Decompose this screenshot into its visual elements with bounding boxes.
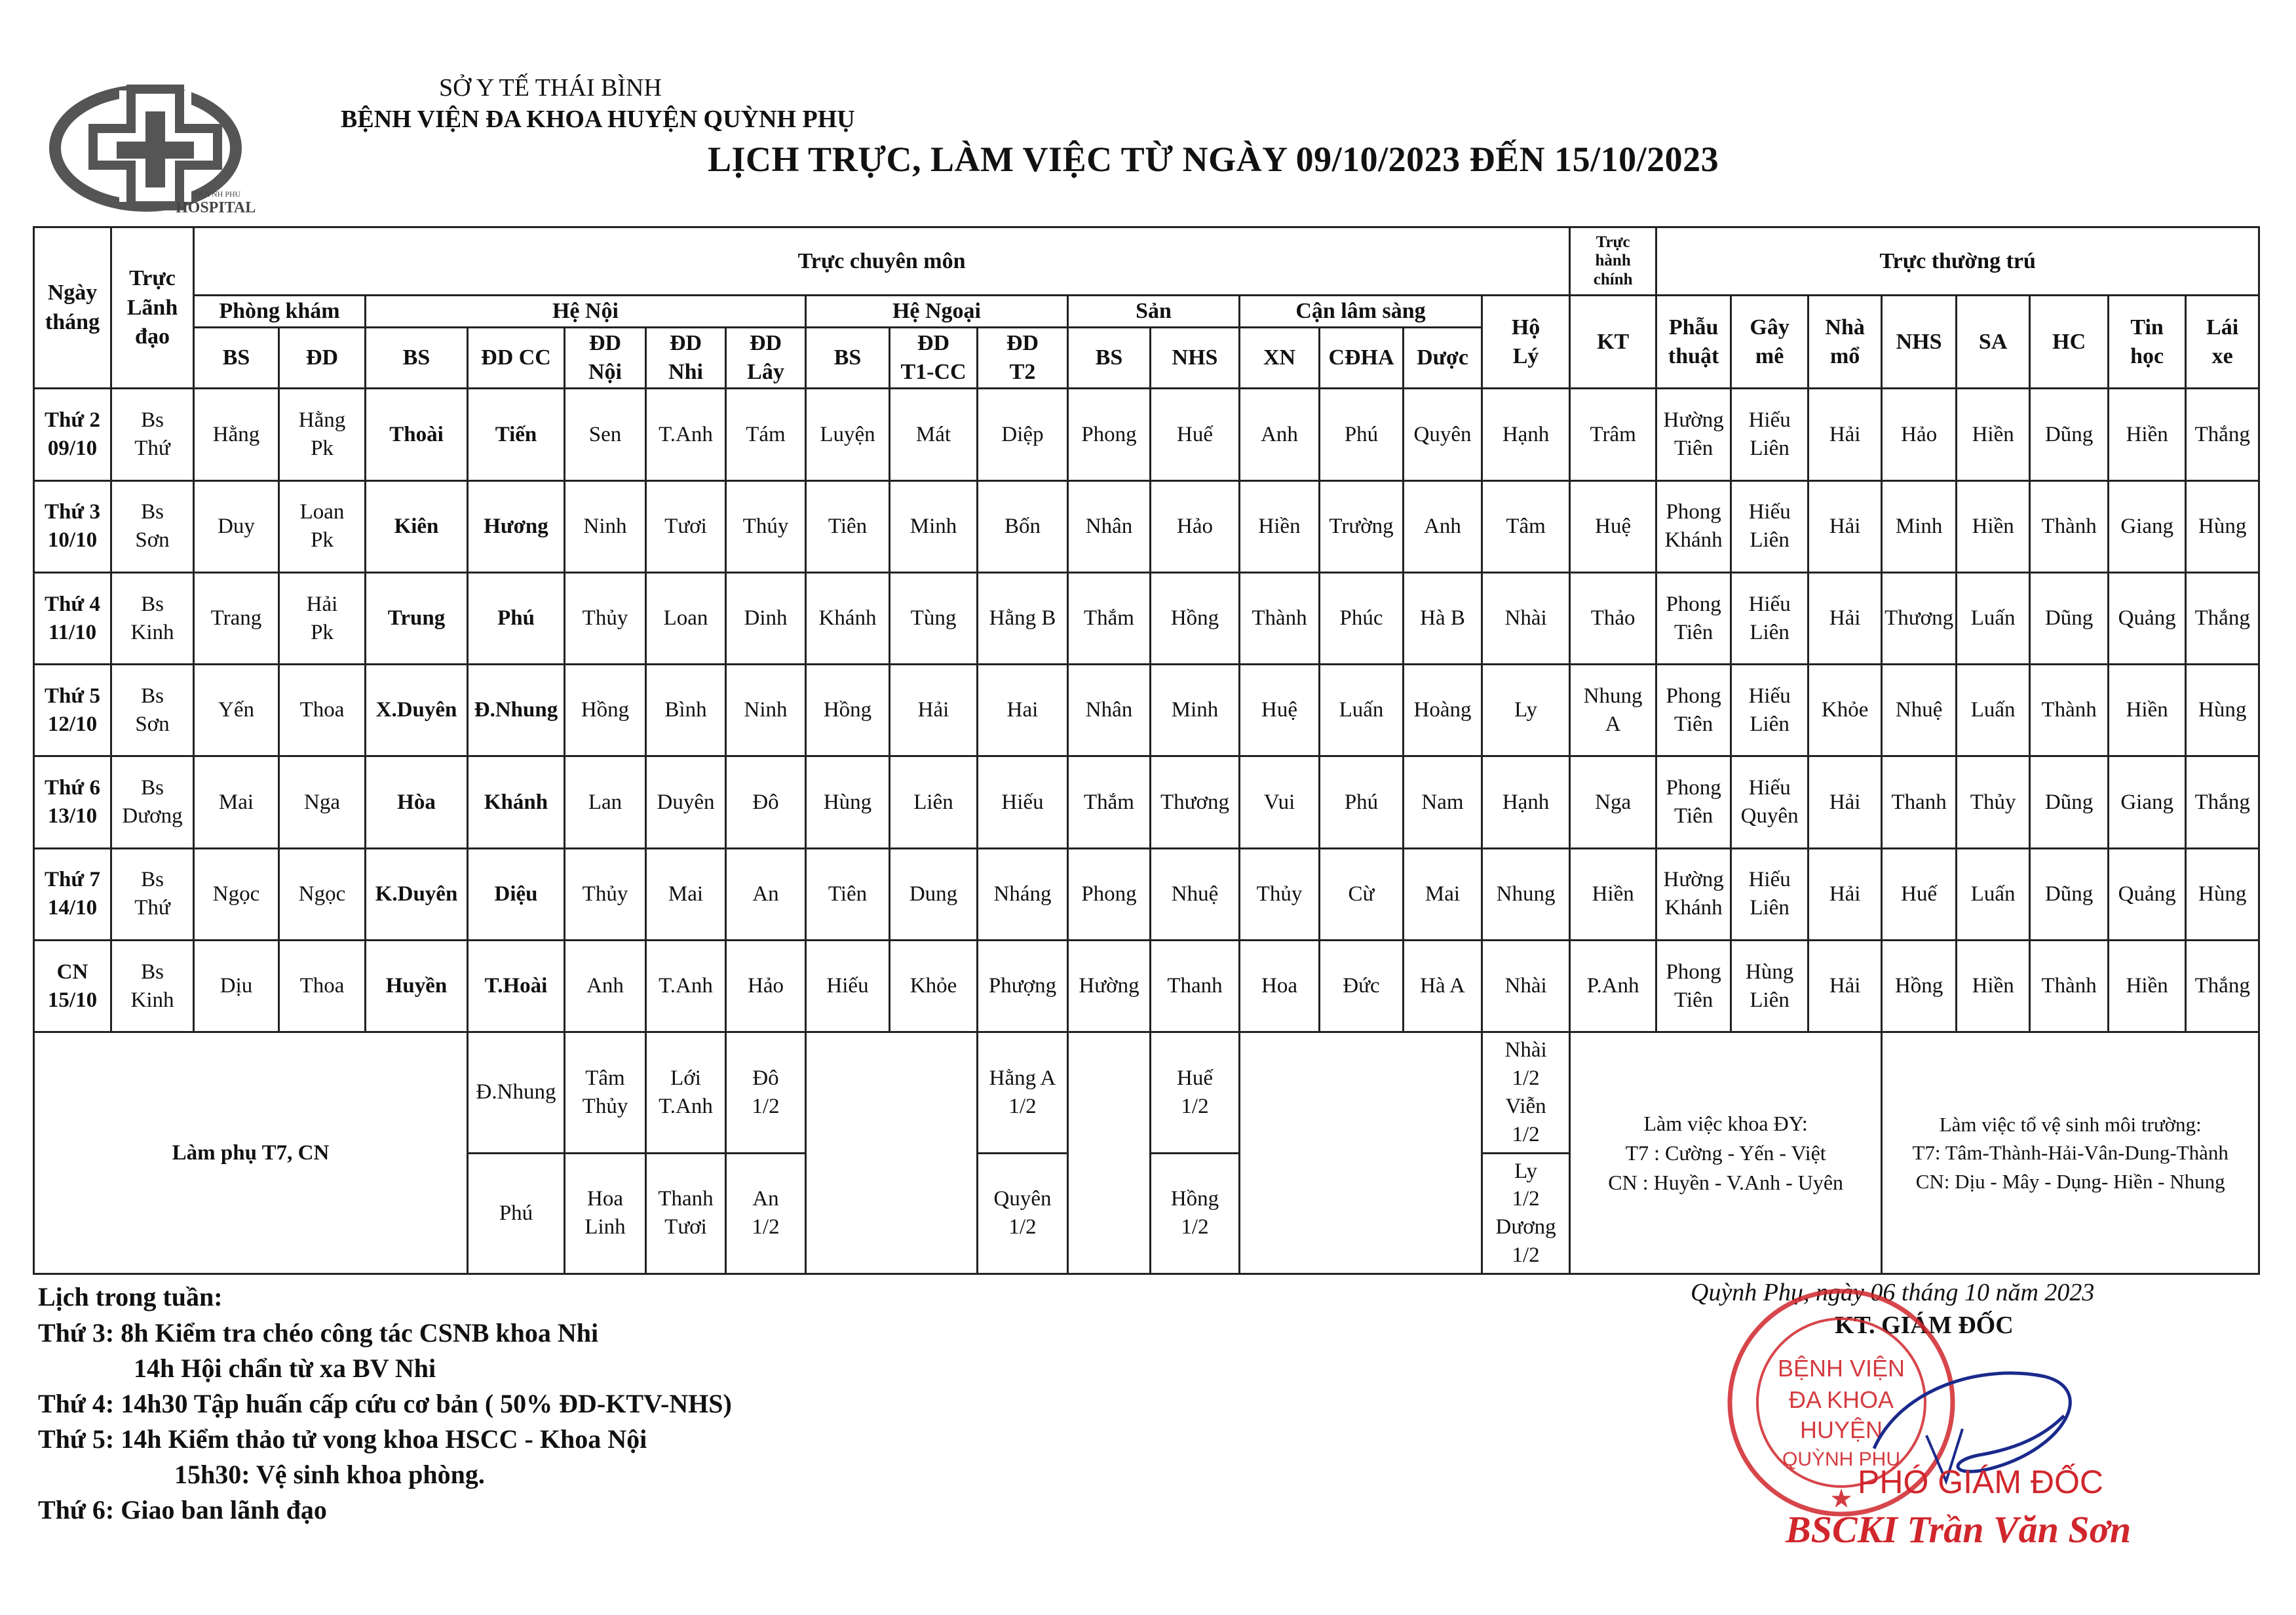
duty-cell: Hải — [1808, 941, 1882, 1032]
group-clinic: Phòng khám — [194, 296, 366, 327]
note-line: Thứ 5: 14h Kiểm thảo tử vong khoa HSCC - Khoa Nội — [38, 1424, 647, 1454]
column-header: ĐD T1-CC — [890, 327, 978, 389]
duty-cell: Hải — [1808, 572, 1882, 664]
duty-cell: Đức — [1320, 941, 1404, 1032]
duty-cell: Hoa — [1240, 941, 1320, 1032]
duty-cell: T.Anh — [646, 941, 726, 1032]
duty-cell: Dũng — [2030, 756, 2109, 848]
duty-cell: Lan — [565, 756, 646, 848]
duty-cell: Ngọc — [194, 848, 279, 940]
duty-cell: Ly — [1482, 665, 1570, 756]
weekend-cell: Hồng 1/2 — [1151, 1153, 1240, 1274]
day-cell: Thứ 2 09/10 — [34, 389, 111, 480]
duty-cell: Luyện — [806, 389, 890, 480]
duty-cell: Dũng — [2030, 848, 2109, 940]
table-row — [34, 480, 2259, 572]
duty-cell: Tiên — [806, 480, 890, 572]
column-header: BS — [806, 327, 890, 389]
column-header: SA — [1957, 296, 2030, 389]
environment-team-box: Làm việc tổ vệ sinh môi trường: T7: Tâm-Thành-Hải-Vân-Dung-Thành CN: Dịu - Mây - Dụng- Hiền - Nhung — [1882, 1032, 2259, 1274]
duty-cell: Thanh — [1151, 941, 1240, 1032]
day-cell: Thứ 6 13/10 — [34, 756, 111, 848]
duty-cell: Hường Tiên — [1656, 389, 1731, 480]
duty-cell: Thoa — [279, 665, 366, 756]
duty-cell: Hằng — [194, 389, 279, 480]
duty-cell: Thủy — [1957, 756, 2030, 848]
duty-cell: Thủy — [565, 848, 646, 940]
duty-cell: Luấn — [1957, 848, 2030, 940]
duty-cell: Minh — [1882, 480, 1957, 572]
column-header: Gây mê — [1731, 296, 1808, 389]
leader-cell: Bs Kinh — [111, 572, 194, 664]
svg-text:BỆNH VIỆN: BỆNH VIỆN — [1777, 1355, 1905, 1382]
group-obstetrics: Sản — [1068, 296, 1240, 327]
duty-cell: Hải — [890, 665, 978, 756]
duty-cell: Vui — [1240, 756, 1320, 848]
column-header: Dược — [1404, 327, 1482, 389]
duty-cell: Mai — [194, 756, 279, 848]
hospital-logo — [47, 77, 270, 222]
duty-cell: Tiên — [806, 848, 890, 940]
header-admin-duty: Trực hành chính — [1570, 227, 1656, 296]
column-header: BS — [194, 327, 279, 389]
notes-heading: Lịch trong tuần: — [38, 1282, 223, 1312]
duty-cell: Huệ — [1570, 480, 1656, 572]
duty-cell: Hiền — [1957, 389, 2030, 480]
duty-cell: Tươi — [646, 480, 726, 572]
vice-director-title: PHÓ GIÁM ĐỐC — [1858, 1464, 2104, 1500]
column-header: BS — [1068, 327, 1151, 389]
duty-cell: Hằng Pk — [279, 389, 366, 480]
leader-cell: Bs Sơn — [111, 665, 194, 756]
duty-cell: Loan — [646, 572, 726, 664]
duty-cell: Đ.Nhung — [468, 665, 565, 756]
weekend-cell: Quyên 1/2 — [978, 1153, 1068, 1274]
duty-cell: Hùng Liên — [1731, 941, 1808, 1032]
duty-cell: Luấn — [1957, 665, 2030, 756]
weekend-cell: Thanh Tươi — [646, 1153, 726, 1274]
duty-cell: Huệ — [1240, 665, 1320, 756]
duty-cell: Thành — [2030, 665, 2109, 756]
duty-cell: Dinh — [726, 572, 806, 664]
header-resident-duty: Trực thường trú — [1656, 227, 2259, 296]
duty-cell: Tám — [726, 389, 806, 480]
duty-cell: Hằng B — [978, 572, 1068, 664]
day-cell: Thứ 4 11/10 — [34, 572, 111, 664]
duty-cell: Hà B — [1404, 572, 1482, 664]
column-header: ĐD Nội — [565, 327, 646, 389]
duty-cell: Nhung — [1482, 848, 1570, 940]
duty-cell: Trâm — [1570, 389, 1656, 480]
duty-cell: Diệu — [468, 848, 565, 940]
duty-cell: Bình — [646, 665, 726, 756]
duty-cell: Thanh — [1882, 756, 1957, 848]
duty-cell: Thắng — [2186, 389, 2259, 480]
note-line: Thứ 6: Giao ban lãnh đạo — [38, 1495, 327, 1525]
page-title: LỊCH TRỰC, LÀM VIỆC TỪ NGÀY 09/10/2023 ĐẾN 15/10/2023 — [708, 140, 1719, 179]
duty-cell: Ninh — [726, 665, 806, 756]
duty-cell: Thoài — [366, 389, 468, 480]
weekend-cell: Huế 1/2 — [1151, 1032, 1240, 1153]
duty-cell: Quyên — [1404, 389, 1482, 480]
duty-cell: Kiên — [366, 480, 468, 572]
duty-cell: Hiếu Liên — [1731, 572, 1808, 664]
duty-cell: Thoa — [279, 941, 366, 1032]
duty-cell: Mai — [646, 848, 726, 940]
duty-cell: Trang — [194, 572, 279, 664]
duty-cell: Dũng — [2030, 389, 2109, 480]
signer-name: BSCKI Trần Văn Sơn — [1786, 1508, 2132, 1551]
duty-cell: Anh — [1240, 389, 1320, 480]
duty-cell: Hiền — [1957, 480, 2030, 572]
duty-cell: Nga — [1570, 756, 1656, 848]
note-line: Thứ 4: 14h30 Tập huấn cấp cứu cơ bản ( 50% ĐD-KTV-NHS) — [38, 1389, 732, 1418]
column-header: ĐD CC — [468, 327, 565, 389]
duty-cell: Nhài — [1482, 941, 1570, 1032]
duty-cell: Hùng — [2186, 848, 2259, 940]
duty-cell: Hải — [1808, 389, 1882, 480]
duty-cell: Liên — [890, 756, 978, 848]
column-header: ĐD Nhi — [646, 327, 726, 389]
duty-cell: P.Anh — [1570, 941, 1656, 1032]
duty-cell: Nhung A — [1570, 665, 1656, 756]
duty-cell: Thành — [2030, 941, 2109, 1032]
duty-cell: Thảo — [1570, 572, 1656, 664]
duty-cell: Đô — [726, 756, 806, 848]
duty-cell: Hồng — [1882, 941, 1957, 1032]
dy-work-box: Làm việc khoa ĐY: T7 : Cường - Yến - Việt CN : Huyền - V.Anh - Uyên — [1570, 1032, 1882, 1274]
duty-cell: Huế — [1882, 848, 1957, 940]
column-header: NHS — [1151, 327, 1240, 389]
column-header: Hộ Lý — [1482, 296, 1570, 389]
duty-cell: Tùng — [890, 572, 978, 664]
weekend-label: Làm phụ T7, CN — [34, 1032, 468, 1274]
duty-cell: Hạnh — [1482, 389, 1570, 480]
place-date: Quỳnh Phụ, ngày 06 tháng 10 năm 2023 — [1691, 1279, 2095, 1306]
duty-cell: Phong Tiên — [1656, 756, 1731, 848]
duty-cell: Phú — [468, 572, 565, 664]
duty-cell: Nhuệ — [1151, 848, 1240, 940]
group-surgery: Hệ Ngoại — [806, 296, 1068, 327]
weekend-cell: Phú — [468, 1153, 565, 1274]
duty-cell: Phú — [1320, 389, 1404, 480]
svg-text:HOSPITAL: HOSPITAL — [176, 199, 256, 216]
duty-cell: Hiếu Liên — [1731, 480, 1808, 572]
duty-cell: Phượng — [978, 941, 1068, 1032]
duty-cell: Luấn — [1957, 572, 2030, 664]
svg-text:QUYNH PHU: QUYNH PHU — [195, 189, 241, 199]
duty-cell: Giang — [2109, 480, 2186, 572]
duty-cell: Thắm — [1068, 756, 1151, 848]
duty-cell: Hải — [1808, 756, 1882, 848]
duty-cell: Hiền — [1570, 848, 1656, 940]
duty-cell: Huế — [1151, 389, 1240, 480]
svg-text:ĐA KHOA: ĐA KHOA — [1788, 1386, 1894, 1413]
duty-cell: Nga — [279, 756, 366, 848]
duty-cell: Quảng — [2109, 848, 2186, 940]
weekend-cell: An 1/2 — [726, 1153, 806, 1274]
duty-cell: Giang — [2109, 756, 2186, 848]
group-internal: Hệ Nội — [366, 296, 806, 327]
duty-cell: T.Hoài — [468, 941, 565, 1032]
day-cell: Thứ 3 10/10 — [34, 480, 111, 572]
duty-cell: Hùng — [2186, 480, 2259, 572]
duty-cell: Hương — [468, 480, 565, 572]
duty-cell: Hà A — [1404, 941, 1482, 1032]
duty-cell: Mát — [890, 389, 978, 480]
duty-cell: An — [726, 848, 806, 940]
duty-cell: Khỏe — [890, 941, 978, 1032]
duty-cell: Phong Tiên — [1656, 572, 1731, 664]
duty-cell: Duyên — [646, 756, 726, 848]
empty-cell — [806, 1032, 978, 1274]
svg-text:★: ★ — [1829, 1484, 1853, 1513]
duty-cell: Hảo — [1882, 389, 1957, 480]
duty-cell: Phong — [1068, 848, 1151, 940]
column-header: XN — [1240, 327, 1320, 389]
duty-cell: Thành — [1240, 572, 1320, 664]
duty-cell: Ninh — [565, 480, 646, 572]
header-leader: Trực Lãnh đạo — [111, 227, 194, 389]
duty-cell: Loan Pk — [279, 480, 366, 572]
weekend-cell: Nhài 1/2 Viễn 1/2 — [1482, 1032, 1570, 1153]
column-header: Nhà mổ — [1808, 296, 1882, 389]
duty-cell: Trường — [1320, 480, 1404, 572]
duty-cell: Diệp — [978, 389, 1068, 480]
duty-cell: Tiến — [468, 389, 565, 480]
duty-cell: Hiền — [1240, 480, 1320, 572]
duty-cell: Ngọc — [279, 848, 366, 940]
duty-cell: Thắng — [2186, 756, 2259, 848]
duty-cell: Hiếu Liên — [1731, 848, 1808, 940]
column-header: BS — [366, 327, 468, 389]
duty-cell: Hiền — [2109, 941, 2186, 1032]
duty-cell: Hiền — [1957, 941, 2030, 1032]
duty-cell: Hải — [1808, 480, 1882, 572]
table-row — [34, 572, 2259, 664]
duty-cell: Trung — [366, 572, 468, 664]
leader-cell: Bs Thứ — [111, 389, 194, 480]
duty-cell: Thúy — [726, 480, 806, 572]
day-cell: Thứ 7 14/10 — [34, 848, 111, 940]
leader-cell: Bs Kinh — [111, 941, 194, 1032]
column-header: HC — [2030, 296, 2109, 389]
duty-cell: Bốn — [978, 480, 1068, 572]
svg-text:QUỲNH PHỤ: QUỲNH PHỤ — [1782, 1449, 1901, 1470]
table-row — [34, 665, 2259, 756]
duty-cell: Nhuệ — [1882, 665, 1957, 756]
column-header: Lái xe — [2186, 296, 2259, 389]
svg-text:HUYỆN: HUYỆN — [1799, 1416, 1883, 1443]
duty-cell: Nhân — [1068, 665, 1151, 756]
duty-cell: Hùng — [2186, 665, 2259, 756]
duty-cell: Quảng — [2109, 572, 2186, 664]
duty-cell: Hiếu — [978, 756, 1068, 848]
duty-cell: Thắng — [2186, 572, 2259, 664]
duty-cell: Anh — [565, 941, 646, 1032]
schedule-table — [33, 226, 2260, 1275]
duty-cell: Dũng — [2030, 572, 2109, 664]
duty-cell: Hiền — [2109, 665, 2186, 756]
duty-cell: Nhài — [1482, 572, 1570, 664]
column-header: KT — [1570, 296, 1656, 389]
duty-cell: Thương — [1882, 572, 1957, 664]
weekend-cell: Lới T.Anh — [646, 1032, 726, 1153]
weekend-cell: Hằng A 1/2 — [978, 1032, 1068, 1153]
duty-cell: Duy — [194, 480, 279, 572]
duty-cell: Anh — [1404, 480, 1482, 572]
weekend-cell: Đô 1/2 — [726, 1032, 806, 1153]
dept-name: SỞ Y TẾ THÁI BÌNH — [439, 74, 662, 102]
table-row — [34, 848, 2259, 940]
weekend-cell: Ly 1/2 Dương 1/2 — [1482, 1153, 1570, 1274]
column-header: CĐHA — [1320, 327, 1404, 389]
duty-cell: Thương — [1151, 756, 1240, 848]
column-header: NHS — [1882, 296, 1957, 389]
duty-cell: Nam — [1404, 756, 1482, 848]
duty-cell: Hồng — [565, 665, 646, 756]
day-cell: CN 15/10 — [34, 941, 111, 1032]
group-lab: Cận lâm sàng — [1240, 296, 1482, 327]
header-day: Ngày tháng — [34, 227, 111, 389]
column-header: Phẫu thuật — [1656, 296, 1731, 389]
duty-cell: Phong Tiên — [1656, 665, 1731, 756]
duty-cell: Phong Tiên — [1656, 941, 1731, 1032]
duty-cell: Hiếu Quyên — [1731, 756, 1808, 848]
kt-director: KT. GIÁM ĐỐC — [1835, 1312, 2014, 1339]
table-row — [34, 941, 2259, 1032]
duty-cell: Sen — [565, 389, 646, 480]
header-professional-duty: Trực chuyên môn — [194, 227, 1570, 296]
duty-cell: Nháng — [978, 848, 1068, 940]
duty-cell: Khánh — [468, 756, 565, 848]
duty-cell: Luấn — [1320, 665, 1404, 756]
duty-cell: Hường — [1068, 941, 1151, 1032]
note-line: 15h30: Vệ sinh khoa phòng. — [174, 1460, 485, 1489]
duty-cell: Thắng — [2186, 941, 2259, 1032]
duty-cell: Hiếu Liên — [1731, 389, 1808, 480]
duty-cell: Tâm — [1482, 480, 1570, 572]
duty-cell: Mai — [1404, 848, 1482, 940]
empty-cell — [1068, 1032, 1151, 1274]
hospital-name: BỆNH VIỆN ĐA KHOA HUYỆN QUỲNH PHỤ — [341, 106, 855, 133]
duty-cell: K.Duyên — [366, 848, 468, 940]
duty-cell: X.Duyên — [366, 665, 468, 756]
column-header: ĐD — [279, 327, 366, 389]
duty-cell: Thủy — [565, 572, 646, 664]
duty-cell: Hùng — [806, 756, 890, 848]
duty-cell: Phú — [1320, 756, 1404, 848]
table-row — [34, 389, 2259, 480]
duty-cell: Hảo — [1151, 480, 1240, 572]
duty-cell: Phong — [1068, 389, 1151, 480]
duty-cell: Thắm — [1068, 572, 1151, 664]
duty-cell: Hải Pk — [279, 572, 366, 664]
duty-cell: Thành — [2030, 480, 2109, 572]
duty-cell: Hai — [978, 665, 1068, 756]
duty-cell: Hiếu — [806, 941, 890, 1032]
duty-cell: Hạnh — [1482, 756, 1570, 848]
duty-cell: Minh — [890, 480, 978, 572]
duty-cell: Minh — [1151, 665, 1240, 756]
duty-cell: Phong Khánh — [1656, 480, 1731, 572]
duty-cell: Hải — [1808, 848, 1882, 940]
leader-cell: Bs Dương — [111, 756, 194, 848]
duty-cell: Hoàng — [1404, 665, 1482, 756]
duty-cell: Hường Khánh — [1656, 848, 1731, 940]
duty-cell: Hồng — [806, 665, 890, 756]
weekend-cell: Hoa Linh — [565, 1153, 646, 1274]
duty-cell: Dịu — [194, 941, 279, 1032]
table-row — [34, 756, 2259, 848]
empty-cell — [1240, 1032, 1482, 1274]
weekend-cell: Tâm Thủy — [565, 1032, 646, 1153]
day-cell: Thứ 5 12/10 — [34, 665, 111, 756]
duty-cell: Hiền — [2109, 389, 2186, 480]
column-header: ĐD Lây — [726, 327, 806, 389]
leader-cell: Bs Thứ — [111, 848, 194, 940]
duty-cell: Huyền — [366, 941, 468, 1032]
duty-cell: Hảo — [726, 941, 806, 1032]
duty-cell: Hòa — [366, 756, 468, 848]
duty-cell: Khỏe — [1808, 665, 1882, 756]
duty-cell: Hồng — [1151, 572, 1240, 664]
duty-cell: Khánh — [806, 572, 890, 664]
note-line: 14h Hội chẩn từ xa BV Nhi — [134, 1353, 436, 1383]
leader-cell: Bs Sơn — [111, 480, 194, 572]
duty-cell: Yến — [194, 665, 279, 756]
note-line: Thứ 3: 8h Kiểm tra chéo công tác CSNB khoa Nhi — [38, 1318, 599, 1348]
duty-cell: Thủy — [1240, 848, 1320, 940]
column-header: Tin học — [2109, 296, 2186, 389]
duty-cell: T.Anh — [646, 389, 726, 480]
weekend-cell: Đ.Nhung — [468, 1032, 565, 1153]
column-header: ĐD T2 — [978, 327, 1068, 389]
duty-cell: Dung — [890, 848, 978, 940]
duty-cell: Phúc — [1320, 572, 1404, 664]
duty-cell: Hiếu Liên — [1731, 665, 1808, 756]
duty-cell: Nhân — [1068, 480, 1151, 572]
duty-cell: Cừ — [1320, 848, 1404, 940]
